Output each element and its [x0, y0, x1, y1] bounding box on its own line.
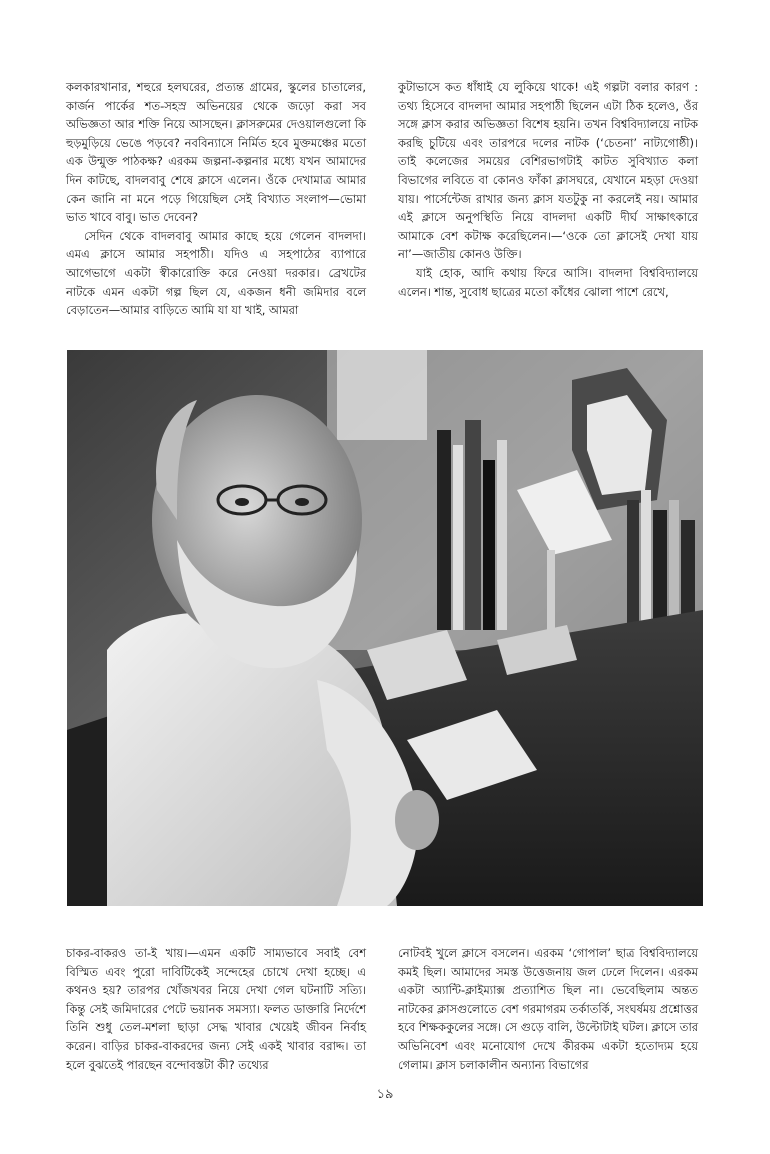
text-column-top-right — [398, 78, 698, 301]
paragraph: চাকর-বাকরও তা-ই খায়।—এমন একটি সাম্যভাবে সবাই বেশ বিস্মিত এবং পুরো দাবিটিকেই সন্দেহের চোখে দেখা হচ্ছে। এ কথনও হয়? তারপর খোঁজখবর নিয়ে দেখা গেল ঘটনাটি সত্যি। কিন্তু সেই জমিদারের পেটে ভয়ানক সমস্যা। ফলত ডাক্তারি নির্দেশে তিনি শুধু তেল-মশলা ছাড়া সেদ্ধ খাবার খেয়েই জীবন নির্বাহ করেন। বাড়ির চাকর-বাকরদের জন্য সেই একই খাবার বরাদ্দ। তা হলে বুঝতেই পারছেন বন্দোবস্তটা কী? তথ্যের — [66, 946, 366, 1072]
text-column-bottom-right — [398, 944, 698, 1074]
paragraph: সেদিন থেকে বাদলবাবু আমার কাছে হয়ে গেলেন বাদলদা। এমএ ক্লাসে আমার সহপাঠী। যদিও এ সহপাঠের ব্যাপারে আগেভাগে একটা স্বীকারোক্তি করে নেওয়া দরকার। ব্রেখটের নাটকে এমন একটা গল্প ছিল যে, একজন ধনী জমিদার বলে বেড়াতেন—আমার বাড়িতে আমি যা যা খাই, আমরা — [66, 228, 366, 318]
paragraph: কলকারখানার, শহুরে হলঘরের, প্রত্যন্ত গ্রামের, স্কুলের চাতালের, কার্জন পার্কের শত-সহস্র অভিনয়ের থেকে জড়ো করা সব অভিজ্ঞতা আর শক্তি নিয়ে আসছেন। ক্লাসরুমের দেওয়ালগুলো কি হুড়মুড়িয়ে ভেঙে পড়বে? নববিন্যাসে নির্মিত হবে মুক্তমঞ্চের মতো এক উন্মুক্ত পাঠকক্ষ? এরকম জল্পনা-কল্পনার মধ্যে যখন আমাদের দিন কাটছে, বাদলবাবু শেষে ক্লাসে এলেন। ওঁকে দেখামাত্র আমার কেন জানি না মনে পড়ে গিয়েছিল সেই বিখ্যাত সংলাপ—ভোমা ভাত খাবে বাবু। ভাত দেবেন? — [66, 80, 366, 225]
text-column-top-left — [66, 78, 366, 320]
paragraph: নোটবই খুলে ক্লাসে বসলেন। এরকম ‘গোপাল’ ছাত্র বিশ্ববিদ্যালয়ে কমই ছিল। আমাদের সমস্ত উত্তেজনায় জল ঢেলে দিলেন। এরকম একটা অ্যান্টি-ক্লাইম্যাক্স প্রত্যাশিত ছিল না। ভেবেছিলাম অন্তত নাটকের ক্লাসগুলোতে বেশ গরমাগরম তর্কাতর্কি, সংঘর্ষময় প্রশ্নোত্তর হবে শিক্ষককুলের সঙ্গে। সে গুড়ে বালি, উল্টোটাই ঘটল। ক্লাসে তার অভিনিবেশ এবং মনোযোগ দেখে কীরকম একটা হতোদ্যম হয়ে গেলাম। ক্লাস চলাকালীন অন্যান্য বিভাগের — [398, 946, 698, 1072]
paragraph: যাই হোক, আদি কথায় ফিরে আসি। বাদলদা বিশ্ববিদ্যালয়ে এলেন। শান্ত, সুবোধ ছাত্রের মতো কাঁধের ঝোলা পাশে রেখে, — [398, 265, 698, 299]
text-column-bottom-left — [66, 944, 366, 1074]
page-number: ১৯ — [376, 1087, 394, 1102]
photo-illustration — [67, 350, 703, 906]
paragraph: কুটাভাসে কত ধাঁধাই যে লুকিয়ে থাকে! এই গল্পটা বলার কারণ : তথ্য হিসেবে বাদলদা আমার সহপাঠী ছিলেন এটা ঠিক হলেও, ওঁর সঙ্গে ক্লাস করার অভিজ্ঞতা বিশেষ হয়নি। তখন বিশ্ববিদ্যালয়ে নাটক করছি চুটিয়ে এবং তারপরে দলের নাটক (‘চেতনা’ নাট্যগোষ্ঠী)। তাই কলেজের সময়ের বেশিরভাগটাই কাটত সুবিখ্যাত কলা বিভাগের লবিতে বা কোনও ফাঁকা ক্লাসঘরে, যেখানে মহড়া দেওয়া যায়। পার্সেন্টেজ রাখার জন্য ক্লাস যতটুকু না করলেই নয়। আমার এই ক্লাসে অনুপস্থিতি নিয়ে বাদলদা একটি দীর্ঘ সাক্ষাৎকারে আমাকে বেশ কটাক্ষ করেছিলেন।—‘ওকে তো ক্লাসেই দেখা যায় না’—জাতীয় কোনও উক্তি। — [398, 80, 698, 262]
portrait-photo — [67, 350, 703, 906]
